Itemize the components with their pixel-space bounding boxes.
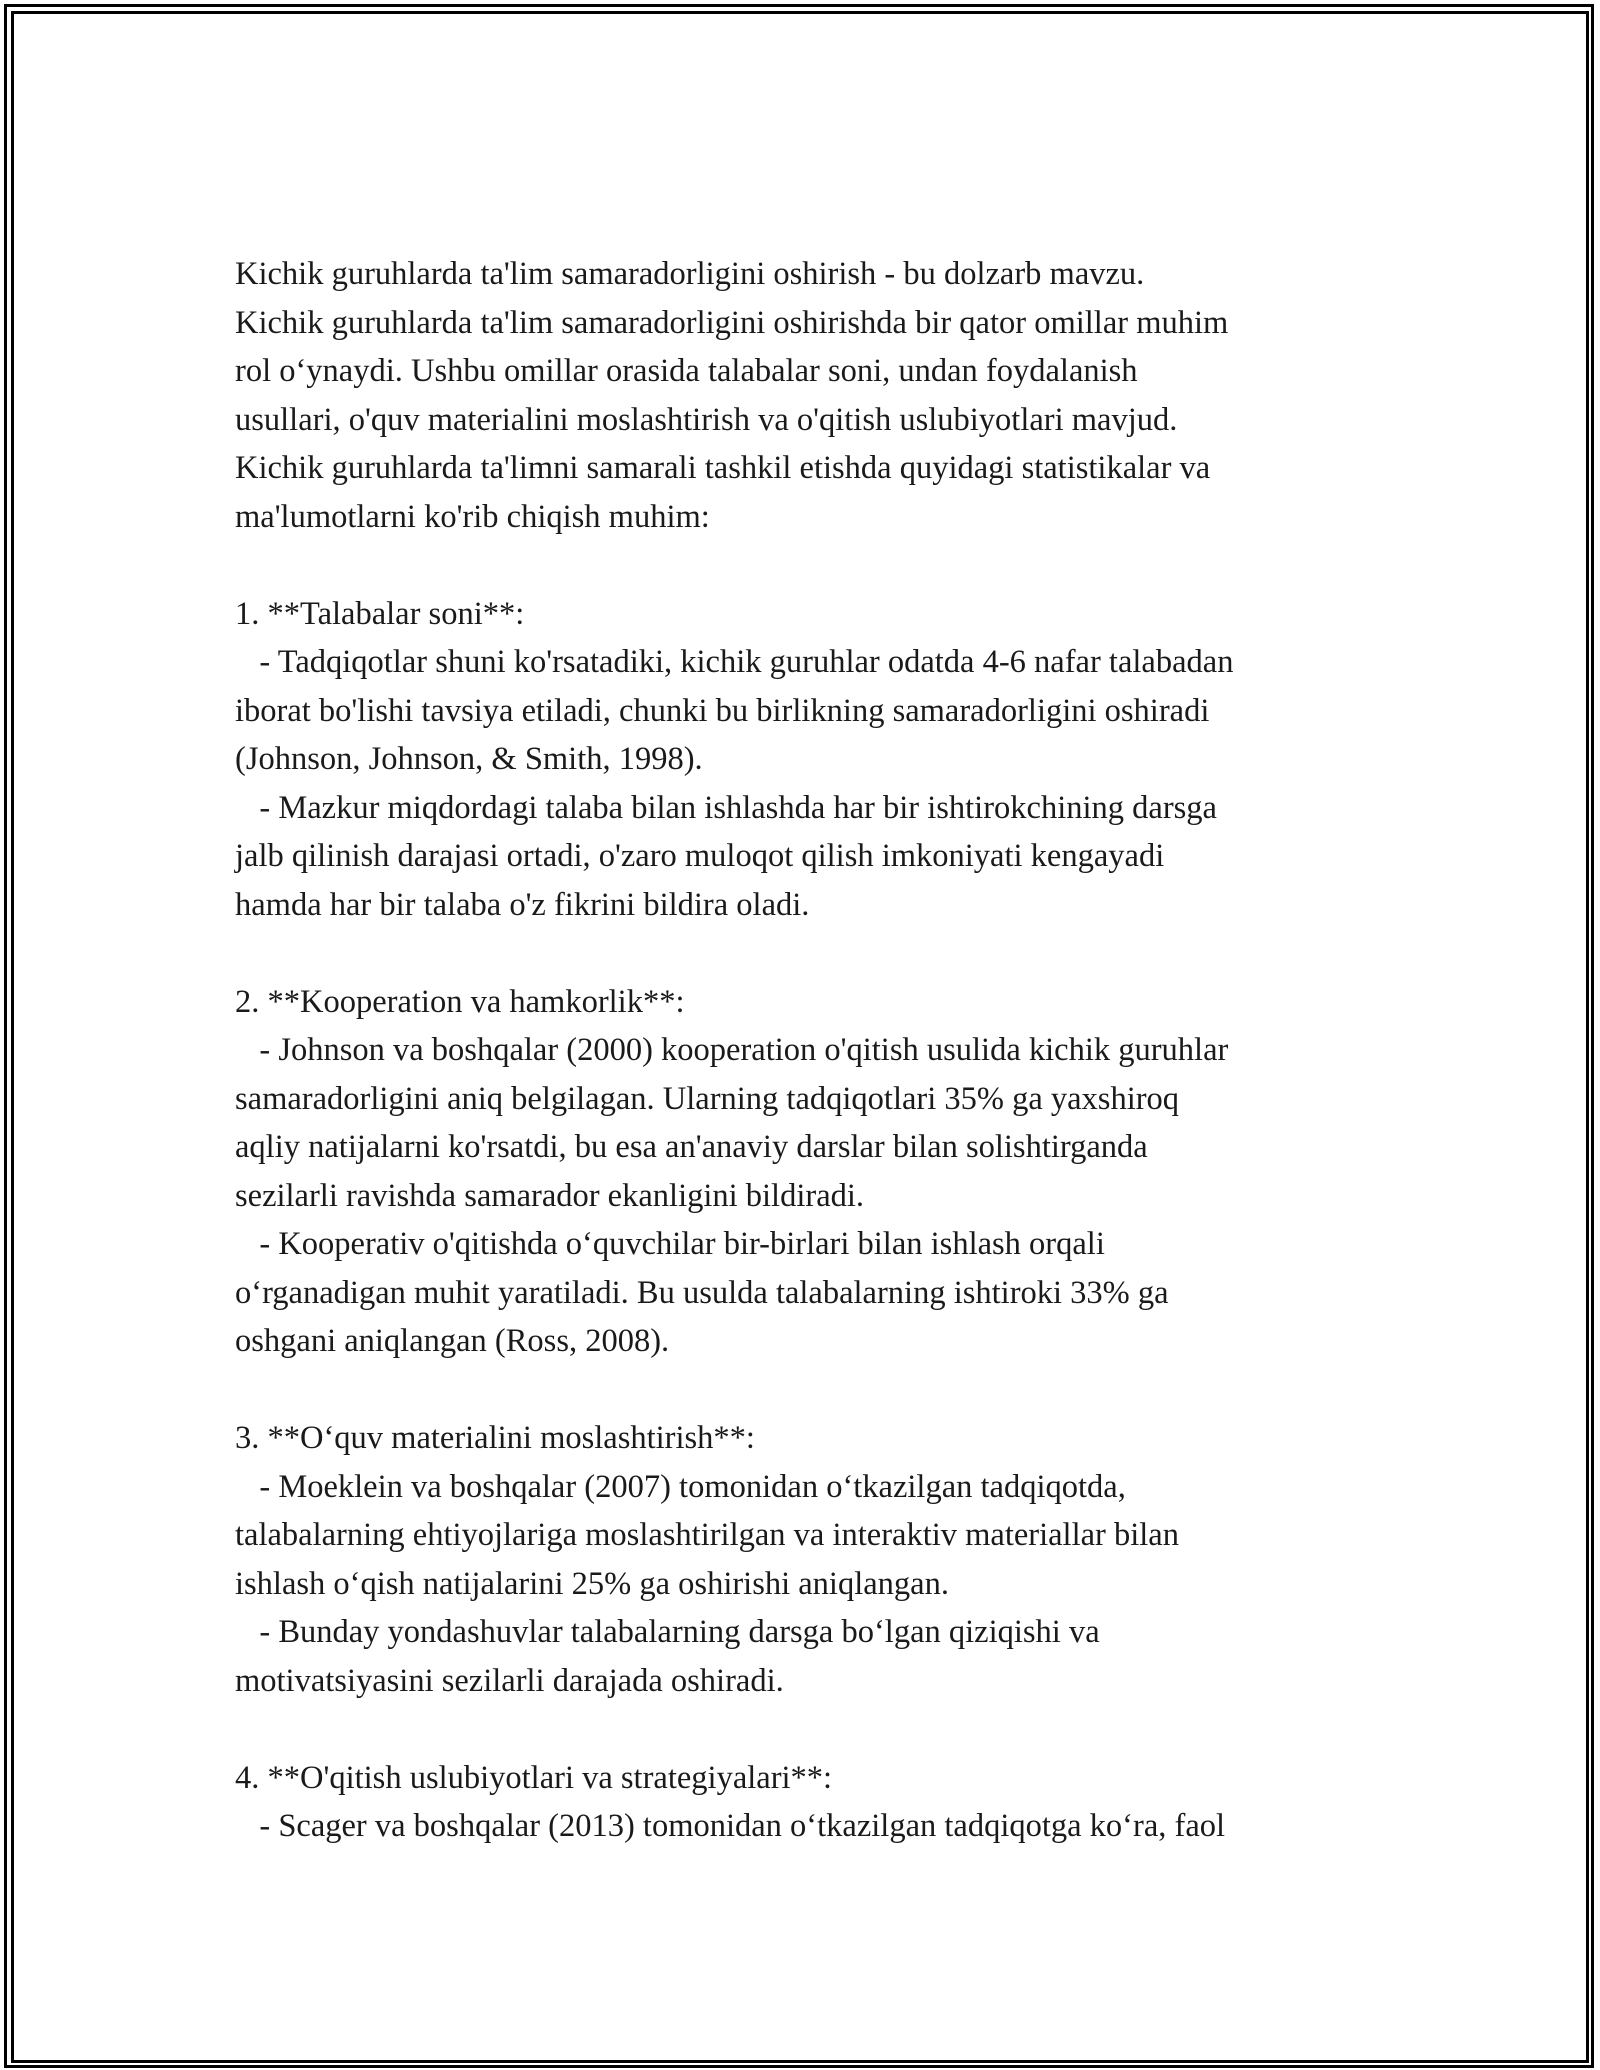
text-line: o‘rganadigan muhit yaratiladi. Bu usulda talabalarning ishtiroki 33% ga xyxy=(235,1274,1169,1311)
text-line: - Moeklein va boshqalar (2007) tomonidan o‘tkazilgan tadqiqotda, xyxy=(235,1468,1126,1505)
text-line: - Mazkur miqdordagi talaba bilan ishlashda har bir ishtirokchining darsga xyxy=(235,789,1217,826)
section-4 xyxy=(235,1754,1395,1851)
blank-line xyxy=(235,1705,1395,1754)
text-line: hamda har bir talaba o'z fikrini bildira oladi. xyxy=(235,886,810,923)
section-3 xyxy=(235,1414,1395,1705)
text-line: oshgani aniqlangan (Ross, 2008). xyxy=(235,1323,670,1359)
text-line: jalb qilinish darajasi ortadi, o'zaro muloqot qilish imkoniyati kengayadi xyxy=(235,838,1165,874)
text-line: rol o‘ynaydi. Ushbu omillar orasida talabalar soni, undan foydalanish xyxy=(235,353,1138,389)
text-line: - Tadqiqotlar shuni ko'rsatadiki, kichik guruhlar odatda 4-6 nafar talabadan xyxy=(235,644,1234,680)
text-line: usullari, o'quv materialini moslashtirish va o'qitish uslubiyotlari mavjud. xyxy=(235,401,1178,438)
text-line: motivatsiyasini sezilarli darajada oshiradi. xyxy=(235,1662,784,1699)
text-line: Kichik guruhlarda ta'lim samaradorligini oshirish - bu dolzarb mavzu. xyxy=(235,256,1145,292)
section-heading: 2. **Kooperation va hamkorlik**: xyxy=(235,983,685,1020)
section-2 xyxy=(235,978,1395,1366)
text-line: talabalarning ehtiyojlariga moslashtirilgan va interaktiv materiallar bilan xyxy=(235,1517,1179,1553)
section-heading: 1. **Talabalar soni**: xyxy=(235,595,525,632)
section-1 xyxy=(235,590,1395,930)
text-line: aqliy natijalarni ko'rsatdi, bu esa an'anaviy darslar bilan solishtirganda xyxy=(235,1129,1148,1165)
text-line: (Johnson, Johnson, & Smith, 1998). xyxy=(235,741,703,777)
section-heading: 3. **O‘quv materialini moslashtirish**: xyxy=(235,1420,755,1456)
blank-line xyxy=(235,929,1395,978)
text-line: - Bunday yondashuvlar talabalarning darsga bo‘lgan qiziqishi va xyxy=(235,1614,1100,1650)
text-line: iborat bo'lishi tavsiya etiladi, chunki bu birlikning samaradorligini oshiradi xyxy=(235,692,1210,729)
blank-line xyxy=(235,541,1395,590)
text-line: Kichik guruhlarda ta'limni samarali tashkil etishda quyidagi statistikalar va xyxy=(235,450,1211,486)
text-line: ma'lumotlarni ko'rib chiqish muhim: xyxy=(235,498,710,535)
section-heading: 4. **O'qitish uslubiyotlari va strategiyalari**: xyxy=(235,1759,833,1796)
intro-paragraph xyxy=(235,250,1395,541)
text-line: Kichik guruhlarda ta'lim samaradorligini oshirishda bir qator omillar muhim xyxy=(235,304,1229,341)
document-body xyxy=(235,250,1395,1851)
text-line: sezilarli ravishda samarador ekanligini bildiradi. xyxy=(235,1177,865,1214)
text-line: ishlash o‘qish natijalarini 25% ga oshirishi aniqlangan. xyxy=(235,1565,949,1602)
text-line: samaradorligini aniq belgilagan. Ularning tadqiqotlari 35% ga yaxshiroq xyxy=(235,1080,1180,1117)
text-line: - Kooperativ o'qitishda o‘quvchilar bir-birlari bilan ishlash orqali xyxy=(235,1226,1105,1262)
text-line: - Scager va boshqalar (2013) tomonidan o‘tkazilgan tadqiqotga ko‘ra, faol xyxy=(235,1808,1226,1844)
blank-line xyxy=(235,1366,1395,1415)
text-line: - Johnson va boshqalar (2000) kooperation o'qitish usulida kichik guruhlar xyxy=(235,1032,1229,1068)
